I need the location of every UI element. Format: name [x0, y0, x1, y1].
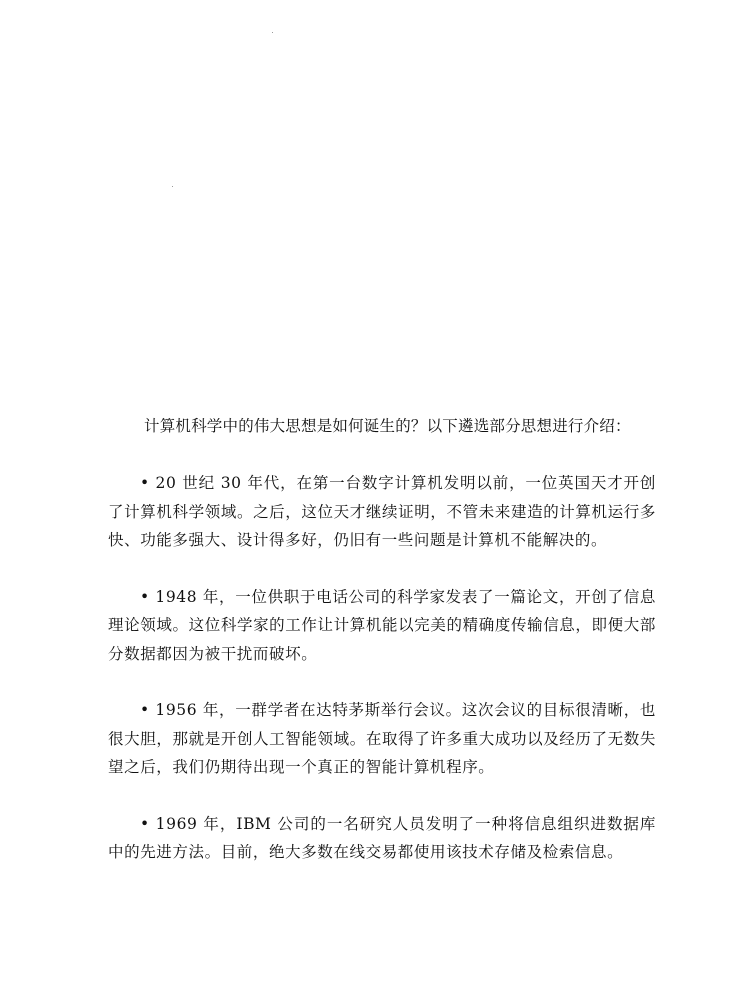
- body-text: [108, 412, 656, 895]
- list-item: • 20 世纪 30 年代，在第一台数字计算机发明以前，一位英国天才开创了计算机科学领域。之后，这位天才继续证明，不管未来建造的计算机运行多快、功能多强大、设计得多好，仍旧有一些问题是计算机不能解决的。: [108, 474, 656, 549]
- scan-speck: [272, 32, 273, 33]
- list-item: • 1948 年，一位供职于电话公司的科学家发表了一篇论文，开创了信息理论领域。这位科学家的工作让计算机能以完美的精确度传输信息，即便大部分数据都因为被干扰而破坏。: [108, 587, 656, 663]
- list-item: • 1956 年，一群学者在达特茅斯举行会议。这次会议的目标很清晰，也很大胆，那就是开创人工智能领域。在取得了许多重大成功以及经历了无数失望之后，我们仍期待出现一个真正的智能计算机程序。: [108, 701, 656, 776]
- scan-speck: [172, 186, 173, 187]
- list-item: • 1969 年，IBM 公司的一名研究人员发明了一种将信息组织进数据库中的先进方法。目前，绝大多数在线交易都使用该技术存储及检索信息。: [108, 814, 656, 861]
- intro-paragraph: 计算机科学中的伟大思想是如何诞生的？以下遴选部分思想进行介绍：: [144, 417, 631, 435]
